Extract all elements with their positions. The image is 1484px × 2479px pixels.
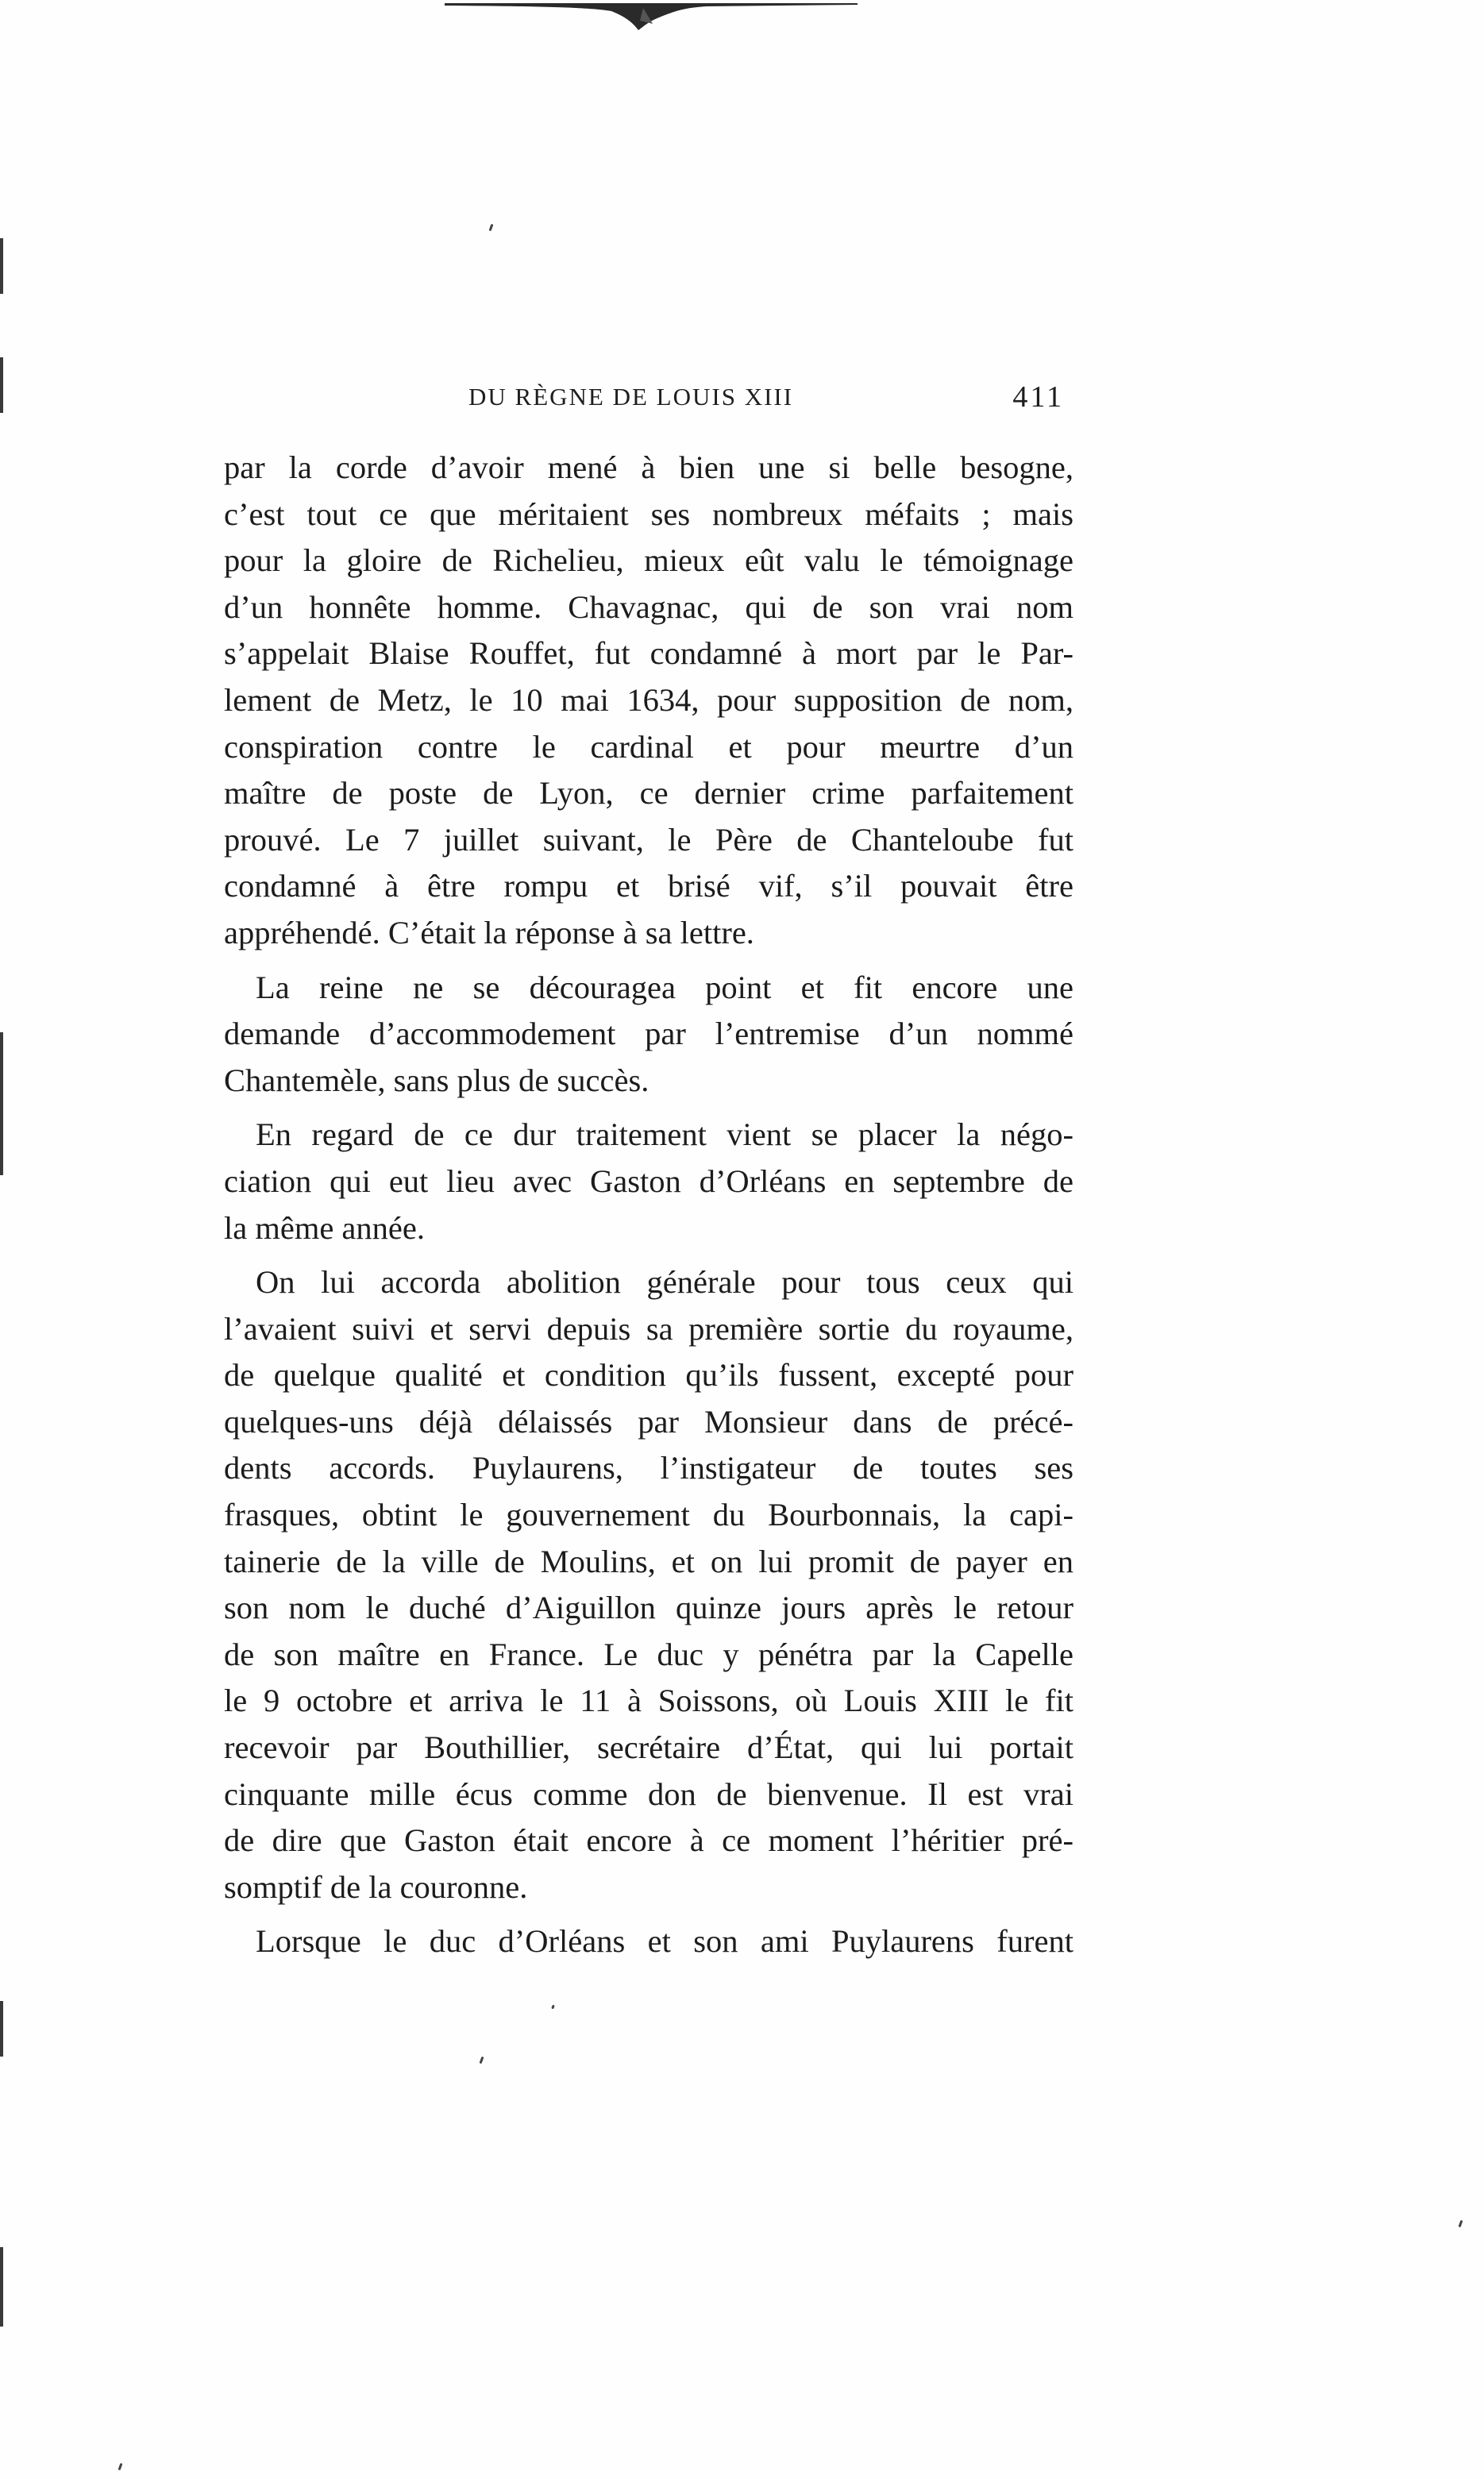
text-line: tainerie de la ville de Moulins, et on lui promit de payer en (224, 1543, 1073, 1579)
text-line: On lui accorda abolition générale pour tous ceux qui (256, 1264, 1073, 1301)
text-line: somptif de la couronne. (224, 1868, 528, 1905)
text-line: appréhendé. C’était la réponse à sa lettre. (224, 914, 754, 950)
running-header (468, 380, 1072, 422)
text-line: recevoir par Bouthillier, secrétaire d’État, qui lui portait (224, 1729, 1073, 1766)
running-title: DU RÈGNE DE LOUIS XIII (468, 383, 794, 411)
paragraph (224, 445, 1073, 957)
text-line: La reine ne se découragea point et fit encore une (256, 969, 1073, 1005)
paragraph (224, 1259, 1073, 1910)
scan-speck (480, 2057, 484, 2064)
text-line: maître de poste de Lyon, ce dernier crime parfaitement (224, 775, 1073, 812)
text-line: lement de Metz, le 10 mai 1634, pour supposition de nom, (224, 681, 1073, 718)
text-line: demande d’accommodement par l’entremise d’un nommé (224, 1016, 1073, 1052)
text-line: ciation qui eut lieu avec Gaston d’Orléans en septembre de (224, 1162, 1073, 1199)
text-line: s’appelait Blaise Rouffet, fut condamné à mort par le Par- (224, 635, 1073, 672)
text-line: le 9 octobre et arriva le 11 à Soissons, où Louis XIII le fit (224, 1683, 1073, 1719)
page-number: 411 (1012, 380, 1064, 414)
text-line: cinquante mille écus comme don de bienvenue. Il est vrai (224, 1775, 1073, 1812)
text-line: d’un honnête homme. Chavagnac, qui de son vrai nom (224, 588, 1073, 625)
body-text (224, 445, 1073, 1965)
text-line: En regard de ce dur traitement vient se placer la négo- (256, 1116, 1073, 1153)
text-line: frasques, obtint le gouvernement du Bourbonnais, la capi- (224, 1497, 1073, 1533)
paragraph (224, 965, 1073, 1105)
text-line: conspiration contre le cardinal et pour meurtre d’un (224, 728, 1073, 765)
text-line: dents accords. Puylaurens, l’instigateur de toutes ses (224, 1450, 1073, 1486)
text-line: condamné à être rompu et brisé vif, s’il pouvait être (224, 868, 1073, 904)
scan-edge-mark (0, 357, 3, 413)
scan-edge-mark (0, 2247, 3, 2327)
text-line: la même année. (224, 1209, 425, 1246)
text-line: Chantemèle, sans plus de succès. (224, 1062, 649, 1098)
text-line: son nom le duché d’Aiguillon quinze jours après le retour (224, 1590, 1073, 1626)
text-line: de quelque qualité et condition qu’ils fussent, excepté pour (224, 1357, 1073, 1394)
paragraph (224, 1112, 1073, 1251)
paragraph (224, 1918, 1073, 1965)
ink-smudge (445, 0, 858, 32)
scan-speck (551, 2005, 555, 2010)
text-line: Lorsque le duc d’Orléans et son ami Puylaurens furent (256, 1923, 1073, 1960)
text-line: quelques-uns déjà délaissés par Monsieur dans de précé- (224, 1403, 1073, 1440)
text-line: c’est tout ce que méritaient ses nombreux méfaits ; mais (224, 495, 1073, 532)
scan-speck (1459, 2220, 1463, 2227)
text-line: de son maître en France. Le duc y pénétra par la Capelle (224, 1636, 1073, 1672)
text-line: de dire que Gaston était encore à ce moment l’héritier pré- (224, 1822, 1073, 1859)
text-line: par la corde d’avoir mené à bien une si belle besogne, (224, 449, 1073, 485)
text-line: l’avaient suivi et servi depuis sa première sortie du royaume, (224, 1310, 1073, 1347)
scan-edge-mark (0, 238, 3, 294)
scan-edge-mark (0, 1032, 3, 1175)
scan-speck (118, 2463, 123, 2470)
text-line: prouvé. Le 7 juillet suivant, le Père de Chanteloube fut (224, 821, 1073, 858)
scan-edge-mark (0, 2001, 3, 2057)
text-line: pour la gloire de Richelieu, mieux eût valu le témoignage (224, 542, 1073, 579)
scan-speck (489, 224, 494, 231)
